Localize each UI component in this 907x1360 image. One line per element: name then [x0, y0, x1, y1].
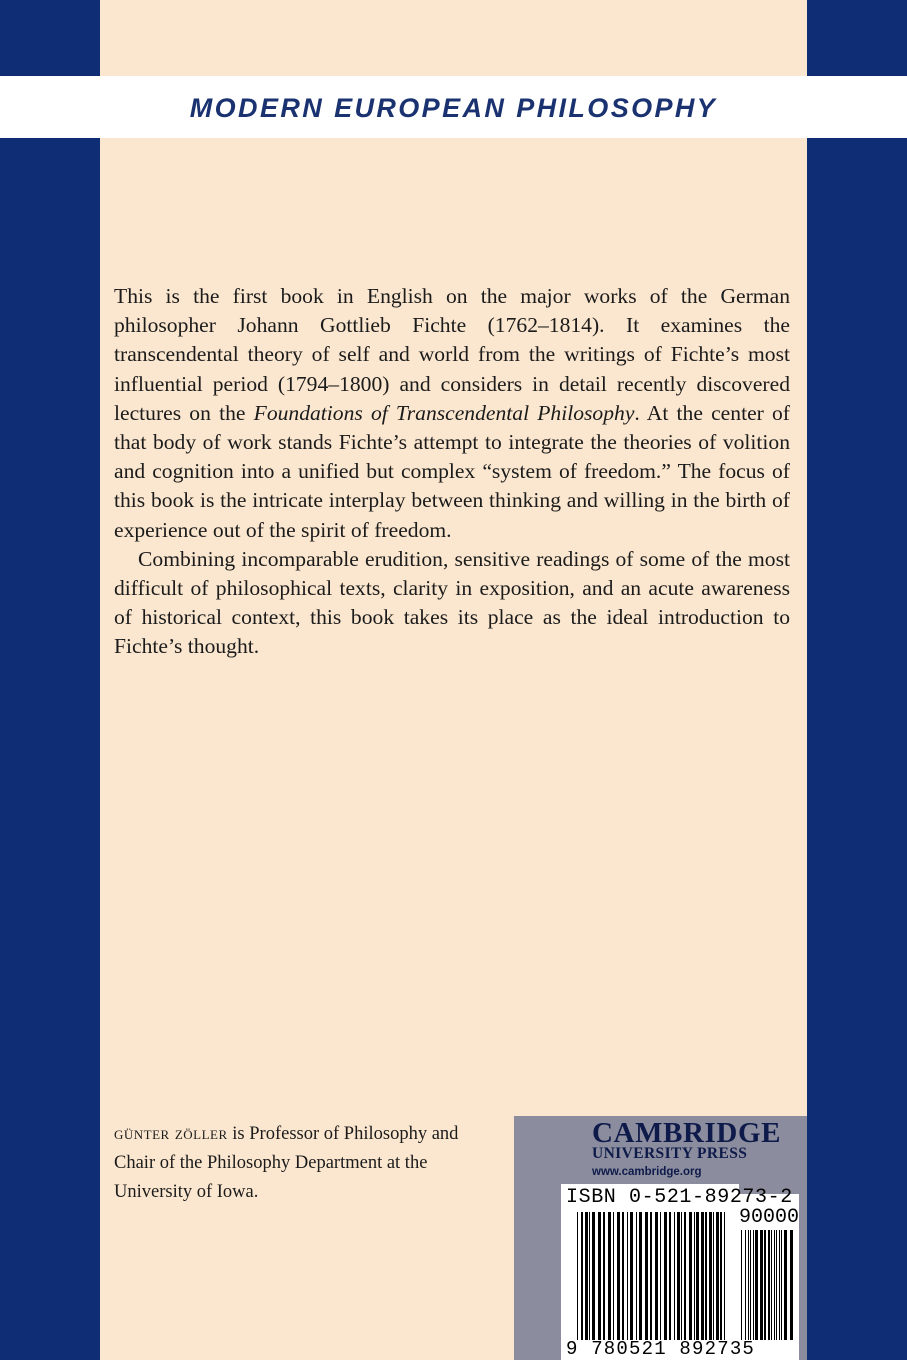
- barcode-bar: [760, 1230, 763, 1340]
- barcode-bar: [660, 1212, 661, 1340]
- barcode-bar: [603, 1212, 605, 1340]
- barcode-bar: [684, 1212, 686, 1340]
- publisher-subtitle: UNIVERSITY PRESS: [592, 1145, 748, 1162]
- ean-label: 9 780521 892735: [566, 1338, 756, 1360]
- author-bio: [114, 1120, 486, 1207]
- barcode-bar: [577, 1212, 578, 1340]
- barcode-bar: [677, 1212, 680, 1340]
- barcode-bar: [709, 1212, 712, 1340]
- barcode-bar: [636, 1212, 637, 1340]
- barcode-bar: [650, 1212, 652, 1340]
- barcode-bar: [741, 1230, 742, 1340]
- barcode-bar: [753, 1230, 754, 1340]
- barcode-bar: [613, 1212, 614, 1340]
- barcode-bar: [713, 1212, 714, 1340]
- barcode-bar: [720, 1212, 722, 1340]
- barcode-bar: [689, 1212, 692, 1340]
- isbn-label: ISBN 0-521-89273-2: [566, 1186, 793, 1209]
- right-navy-border: [807, 0, 907, 1360]
- barcode-bar: [581, 1212, 583, 1340]
- left-navy-border: [0, 0, 100, 1360]
- barcode-bar: [745, 1230, 746, 1340]
- barcode-bar: [748, 1230, 749, 1340]
- barcode-bar: [627, 1212, 628, 1340]
- lecture-title: Foundations of Transcendental Philosophy: [253, 400, 635, 425]
- barcode-bar: [774, 1230, 775, 1340]
- price-addon-label: 90000: [738, 1206, 799, 1229]
- barcode-bar: [701, 1212, 704, 1340]
- publisher-url: www.cambridge.org: [592, 1166, 702, 1178]
- addon-barcode-icon: [741, 1230, 795, 1340]
- barcode-bar: [764, 1230, 766, 1340]
- barcode-bar: [750, 1230, 751, 1340]
- barcode-bar: [630, 1212, 633, 1340]
- barcode-bar: [585, 1212, 588, 1340]
- barcode-bar: [592, 1212, 595, 1340]
- description-paragraph-1: This is the first book in English on the major works of the German philosopher Johann Gottlieb Fichte (1762–1814). It examines the transcendental theory of self and world from the writings of Fichte’s most influential period (1794–1800) and considers in detail recently discovered lectures on the Foundations of Transcendental Philosophy. At the center of that body of work stands Fichte’s attempt to integrate the theories of volition and cognition into a unified but complex “system of freedom.” The focus of this book is the intricate interplay between thinking and willing in the birth of experience out of the spirit of freedom.: [114, 284, 790, 542]
- barcode-bar: [655, 1212, 658, 1340]
- barcode-bar: [784, 1230, 787, 1340]
- barcode-bar: [617, 1212, 620, 1340]
- barcode-bar: [705, 1212, 707, 1340]
- barcode-bar: [664, 1212, 667, 1340]
- author-bio-text: is Professor of Philosophy and Chair of the Philosophy Department at the University of Iowa.: [114, 1124, 459, 1202]
- barcode-bar: [598, 1212, 601, 1340]
- barcode-bar: [674, 1212, 675, 1340]
- barcode-bar: [755, 1230, 758, 1340]
- book-description: [114, 282, 790, 662]
- barcode-bar: [768, 1230, 770, 1340]
- barcode-bar: [779, 1230, 780, 1340]
- barcode-icon: [577, 1212, 729, 1340]
- barcode-bar: [645, 1212, 648, 1340]
- barcode-bar: [589, 1212, 590, 1340]
- barcode-bar: [781, 1230, 782, 1340]
- barcode-bar: [724, 1212, 725, 1340]
- barcode-bar: [771, 1230, 772, 1340]
- barcode-bar: [639, 1212, 642, 1340]
- barcode-bar: [696, 1212, 699, 1340]
- barcode-bar: [716, 1212, 719, 1340]
- description-paragraph-2: Combining incomparable erudition, sensitive readings of some of the most difficult of philosophical texts, clarity in exposition, and an acute awareness of historical context, this book takes its place as the ideal introduction to Fichte’s thought.: [114, 546, 790, 659]
- barcode-bar: [608, 1212, 611, 1340]
- publisher-name: CAMBRIDGE: [592, 1117, 782, 1149]
- barcode-bar: [669, 1212, 671, 1340]
- barcode-bar: [681, 1212, 682, 1340]
- barcode-bar: [694, 1212, 695, 1340]
- series-title: MODERN EUROPEAN PHILOSOPHY: [189, 93, 718, 123]
- author-name: günter zöller: [114, 1124, 228, 1144]
- barcode-bar: [776, 1230, 777, 1340]
- barcode-bar: [790, 1230, 793, 1340]
- barcode-bar: [622, 1212, 624, 1340]
